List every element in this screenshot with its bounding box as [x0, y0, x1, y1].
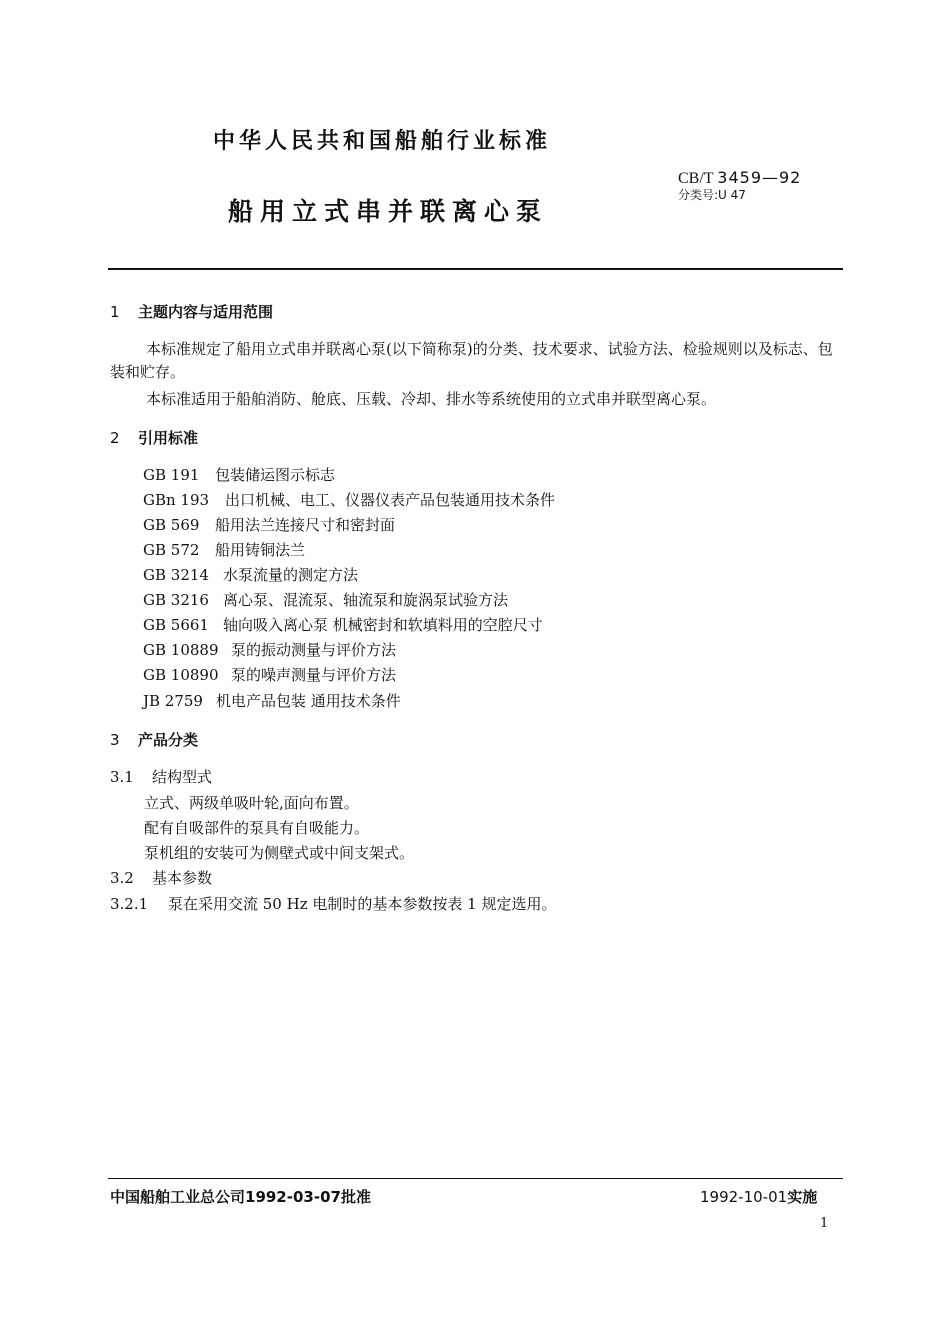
- standard-code: [678, 168, 801, 188]
- section-number: 2: [110, 429, 120, 447]
- reference-code: JB 2759: [143, 692, 203, 710]
- standard-code-prefix: CB/T: [678, 170, 714, 187]
- reference-item: [143, 639, 396, 660]
- clause-text: 泵在采用交流 50 Hz 电制时的基本参数按表 1 规定选用。: [168, 895, 557, 913]
- reference-title: 包装储运图示标志: [215, 466, 336, 484]
- clause-3-2-1: [110, 893, 556, 914]
- reference-title: 水泵流量的测定方法: [223, 566, 359, 584]
- reference-code: GB 191: [143, 466, 200, 484]
- reference-item: [143, 514, 395, 535]
- structure-line: 立式、两级单吸叶轮,面向布置。: [144, 794, 359, 812]
- reference-title: 泵的噪声测量与评价方法: [231, 666, 397, 684]
- section-1-paragraph-2: 本标准适用于船舶消防、舱底、压载、冷却、排水等系统使用的立式串并联型离心泵。: [146, 390, 717, 408]
- clause-number: 3.2.1: [110, 895, 149, 913]
- reference-title: 轴向吸入离心泵 机械密封和软填料用的空腔尺寸: [223, 616, 543, 634]
- reference-item: [143, 589, 508, 610]
- header-divider: [108, 268, 843, 270]
- reference-item: [143, 539, 305, 560]
- reference-item: [143, 464, 335, 485]
- subsection-number: 3.1: [110, 768, 134, 786]
- standard-code-number: 3459—92: [717, 168, 802, 187]
- reference-code: GB 572: [143, 541, 200, 559]
- reference-title: 出口机械、电工、仪器仪表产品包装通用技术条件: [225, 491, 556, 509]
- reference-code: GBn 193: [143, 491, 210, 509]
- section-number: 3: [110, 731, 120, 749]
- section-1-heading: [110, 301, 273, 322]
- subsection-3-1-heading: [110, 766, 212, 787]
- structure-line: 配有自吸部件的泵具有自吸能力。: [144, 819, 370, 837]
- reference-title: 机电产品包装 通用技术条件: [216, 692, 401, 710]
- section-title: 主题内容与适用范围: [138, 303, 274, 321]
- approval-line: 中国船舶工业总公司1992-03-07批准: [110, 1188, 371, 1206]
- section-title: 引用标准: [138, 429, 199, 447]
- effective-date: 1992-10-01: [700, 1188, 788, 1206]
- reference-code: GB 569: [143, 516, 200, 534]
- reference-code: GB 5661: [143, 616, 209, 634]
- effective-label: 实施: [787, 1188, 818, 1206]
- section-title: 产品分类: [138, 731, 199, 749]
- reference-item: [143, 664, 396, 685]
- reference-title: 泵的振动测量与评价方法: [231, 641, 397, 659]
- section-1-paragraph-1: 本标准规定了船用立式串并联离心泵(以下简称泵)的分类、技术要求、试验方法、检验规则以及标志、包装和贮存。: [110, 340, 833, 381]
- subsection-3-2-heading: [110, 867, 212, 888]
- reference-title: 离心泵、混流泵、轴流泵和旋涡泵试验方法: [223, 591, 509, 609]
- reference-item: [143, 489, 555, 510]
- reference-item: [143, 614, 543, 635]
- document-title: 船用立式串并联离心泵: [228, 197, 549, 226]
- subsection-title: 结构型式: [152, 768, 213, 786]
- section-2-heading: [110, 427, 198, 448]
- page-number: 1: [820, 1216, 829, 1231]
- reference-code: GB 10889: [143, 641, 219, 659]
- org-title: 中华人民共和国船舶行业标准: [213, 129, 552, 154]
- subsection-number: 3.2: [110, 869, 134, 887]
- reference-title: 船用法兰连接尺寸和密封面: [215, 516, 396, 534]
- reference-code: GB 3214: [143, 566, 209, 584]
- reference-item: [143, 564, 358, 585]
- effective-line: [700, 1186, 817, 1207]
- reference-code: GB 3216: [143, 591, 209, 609]
- footer-divider: [108, 1178, 843, 1179]
- structure-line: 泵机组的安装可为侧壁式或中间支架式。: [144, 844, 415, 862]
- section-3-heading: [110, 729, 198, 750]
- section-number: 1: [110, 303, 120, 321]
- reference-code: GB 10890: [143, 666, 219, 684]
- classification-number: 分类号:U 47: [678, 188, 746, 202]
- reference-item: [143, 690, 401, 711]
- reference-title: 船用铸铜法兰: [215, 541, 306, 559]
- subsection-title: 基本参数: [152, 869, 213, 887]
